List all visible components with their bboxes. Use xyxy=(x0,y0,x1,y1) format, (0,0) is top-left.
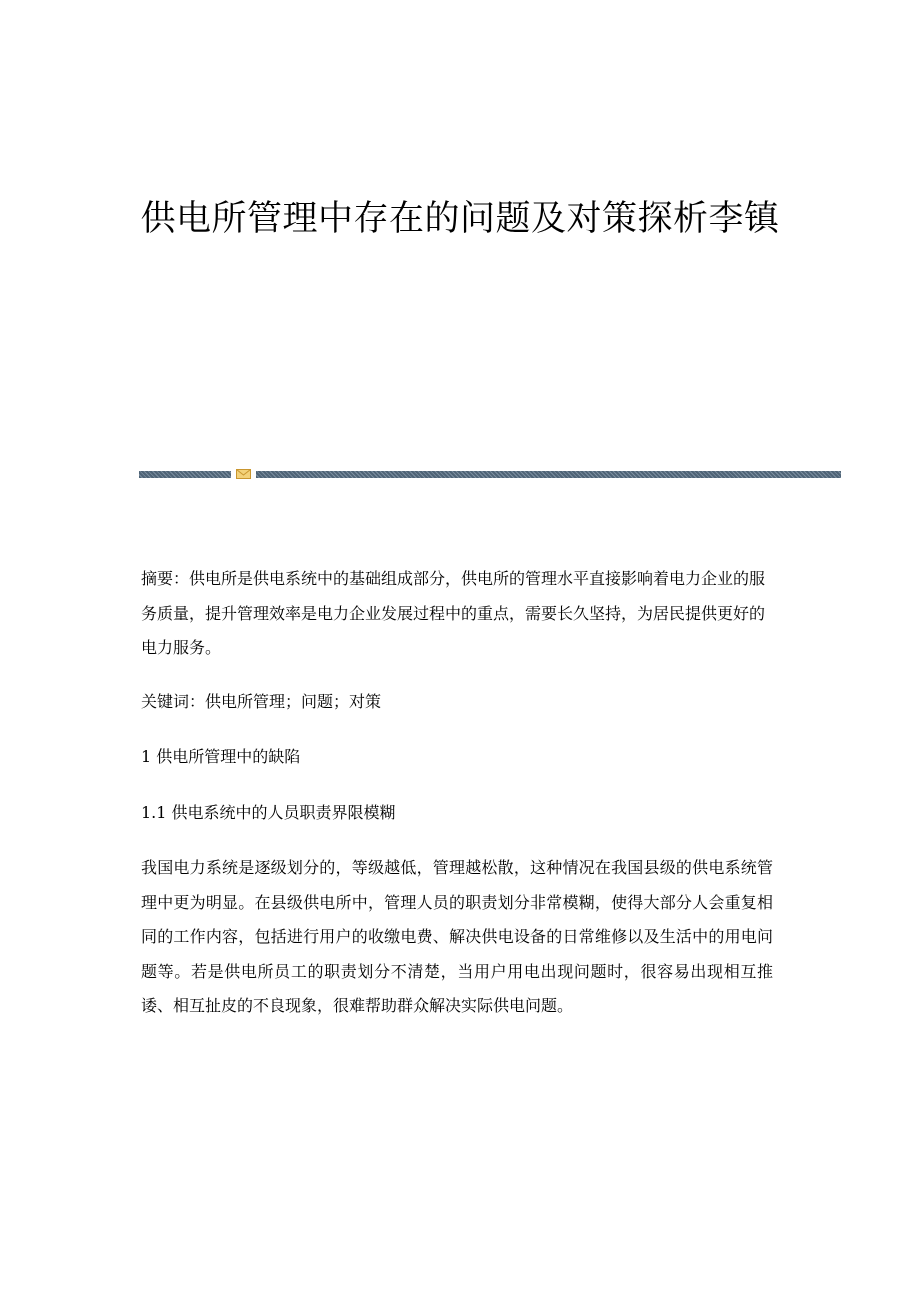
subsection-heading: 1.1 供电系统中的人员职责界限模糊 xyxy=(141,802,396,822)
keywords-line: 关键词：供电所管理；问题；对策 xyxy=(141,691,382,711)
abstract-paragraph: 摘要：供电所是供电系统中的基础组成部分，供电所的管理水平直接影响着电力企业的服务质量，提升管理效率是电力企业发展过程中的重点，需要长久坚持，为居民提供更好的电力服务。 xyxy=(141,569,766,657)
document-body xyxy=(141,562,773,1024)
divider-bar-left xyxy=(139,471,231,478)
document-title: 供电所管理中存在的问题及对策探析李镇 xyxy=(140,199,780,239)
envelope-ornament-icon xyxy=(236,468,251,480)
body-paragraph: 我国电力系统是逐级划分的，等级越低，管理越松散，这种情况在我国县级的供电系统管理中更为明显。在县级供电所中，管理人员的职责划分非常模糊，使得大部分人会重复相同的工作内容，包括进行用户的收缴电费、解决供电设备的日常维修以及生活中的用电问题等。若是供电所员工的职责划分不清楚，当用户用电出现问题时，很容易出现相互推诿、相互扯皮的不良现象，很难帮助群众解决实际供电问题。 xyxy=(141,858,773,1015)
title-divider xyxy=(139,468,841,480)
divider-bar-right xyxy=(256,471,841,478)
section-heading: 1 供电所管理中的缺陷 xyxy=(141,747,301,766)
